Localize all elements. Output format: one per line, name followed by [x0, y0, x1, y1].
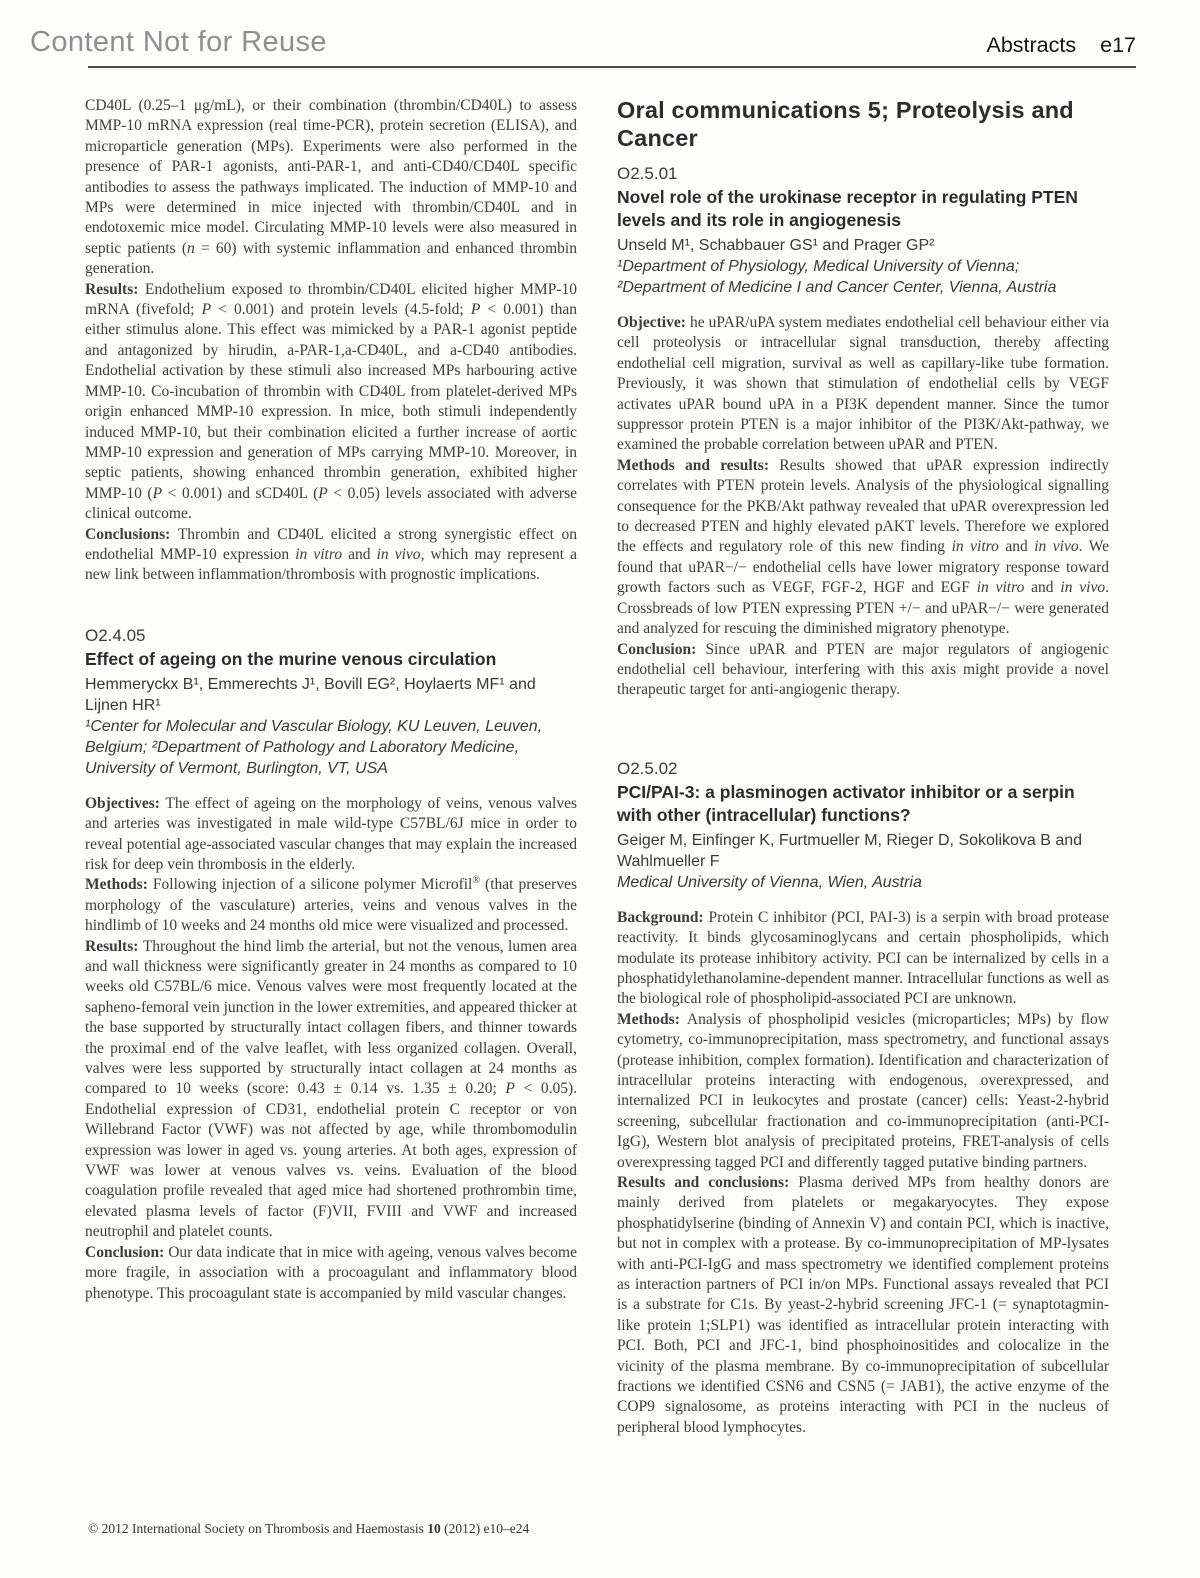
abstract-paragraph-conclusion: Conclusion: Our data indicate that in mice with ageing, venous valves become more fragile, in association with a procoagulant and inflammatory blood phenotype. This procoagulant state is accompanied by mild vascular changes. [85, 1243, 577, 1302]
abstract-title: Effect of ageing on the murine venous circulation [85, 648, 497, 669]
abstract-paragraph-methods: Methods: Analysis of phospholipid vesicles (microparticles; MPs) by flow cytometry, co-immunoprecipitation, mass spectrometry, and functional assays (protease inhibition, complex formation). Identification and characterization of intracellular proteins interacting with endogenous, overexpressed, and internalized PCI in leukocytes and prostate (cancer) cells: Yeast-2-hybrid screening, subcellular fractionation and co-immunoprecipitation (anti-PCI-IgG), Western blot analysis of precipitated proteins, FRET-analysis of cells overexpressing tagged PCI and differently tagged putative binding partners. [617, 1010, 1110, 1171]
page-number: e17 [1100, 33, 1136, 57]
abstract-paragraph-methods-results: Methods and results: Results showed that uPAR expression indirectly correlates with PTEN protein levels. Analysis of the physiological signalling consequence for the PKB/Akt pathway revealed that uPAR overexpression led to decreased PTEN and highly elevated pAKT levels. Therefore we explored the effects and regulatory role of this new finding in vitro and in vivo. We found that uPAR−/− endothelial cells have lower migratory response toward growth factors such as VEGF, FGF-2, HGF and EGF in vitro and in vivo. Crossbreads of low PTEN expressing PTEN +/− and uPAR−/− were generated and analyzed for rescuing the diminished migratory phenotype. [617, 456, 1109, 638]
running-head [987, 33, 1137, 58]
author-line: Unseld M¹, Schabbauer GS¹ and Prager GP² [617, 237, 935, 254]
left-column [85, 96, 577, 1438]
abstract-id: O2.5.01 [617, 164, 678, 183]
abstract-body [617, 908, 1109, 1439]
abstract-paragraph-methods: Methods: Following injection of a silicone polymer Microfil® (that preserves morphology of the vasculature) arteries, veins and venous valves in the hindlimb of 10 weeks and 24 months old mice were visualized and processed. [85, 875, 578, 935]
content-columns [85, 96, 1109, 1438]
author-line: Geiger M, Einfinger K, Furtmueller M, Rieger D, Sokolikova B and Wahlmueller F [617, 831, 1083, 870]
abstract-O2-5-02 [617, 757, 1109, 1439]
abstract-paragraph-background: Background: Protein C inhibitor (PCI, PAI-3) is a serpin with broad protease reactivity. It binds glycosaminoglycans and certain phospholipids, which modulate its protease inhibitory activity. PCI can be internalized by cells in a phosphatidylethanolamine-dependent manner. Intracellular functions as well as the biological role of phospholipid-associated PCI are unknown. [617, 908, 1109, 1008]
abstract-paragraph-results: Results: Endothelium exposed to thrombin/CD40L elicited higher MMP-10 mRNA (fivefold; P < 0.001) and protein levels (4.5-fold; P < 0.001) than either stimulus alone. This effect was mimicked by a PAR-1 agonist peptide and antagonized by hirudin, a-PAR-1,a-CD40L, and a-CD40 antibodies. Endothelial activation by these stimuli also increased MPs harbouring active MMP-10. Co-incubation of thrombin with CD40L from platelet-derived MPs origin enhanced MMP-10 expression. In mice, both stimuli independently induced MMP-10, but their combination elicited a further increase of aortic MMP-10 expression and generation of MPs carrying MMP-10. Moreover, in septic patients, showing enhanced thrombin generation, exhibited higher MMP-10 (P < 0.001) and sCD40L (P < 0.05) levels associated with adverse clinical outcome. [85, 280, 577, 523]
abstract-paragraph-objectives: Objectives: The effect of ageing on the morphology of veins, venous valves and arteries was investigated in male wild-type C57BL/6J mice in order to reveal potential age-associated vascular changes that may explain the increased risk for deep vein thrombosis in the elderly. [85, 794, 578, 873]
abstract-paragraph-conclusion: Conclusion: Since uPAR and PTEN are major regulators of angiogenic endothelial cell behaviour, interfering with this axis might provide a novel therapeutic target for anti-angiogenic therapy. [617, 640, 1109, 699]
abstract-body [85, 794, 577, 1304]
session-heading: Oral communications 5; Proteolysis and Cancer [617, 97, 1074, 151]
abstract-O2-5-01 [617, 162, 1109, 701]
abstract-paragraph-results: Results: Throughout the hind limb the arterial, but not the venous, lumen area and wall thickness were significantly greater in 24 months as compared to 10 weeks old C57BL/6 mice. Venous valves were most frequently located at the sapheno-femoral vein junction in the lower extremities, and appeared thicker at the base supported by structurally intact collagen fibers, and thinner towards the proximal end of the valve leaflet, with less organized collagen. Overall, valves were less supported by structurally intact collagen at 24 months as compared to 10 weeks (score: 0.43 ± 0.14 vs. 1.35 ± 0.20; P < 0.05). Endothelial expression of CD31, endothelial protein C receptor or von Willebrand Factor (VWF) was not affected by age, while thrombomodulin expression was lower in aged vs. young arteries. At both ages, expression of VWF was lower at venous valves vs. veins. Evaluation of the blood coagulation profile revealed that aged mice had shortened prothrombin time, elevated plasma levels of factor (F)VII, FVIII and VWF and increased neutrophil and platelet counts. [85, 937, 578, 1241]
affiliation-line: ¹Department of Physiology, Medical University of Vienna; ²Department of Medicine I and Cancer Center, Vienna, Austria [617, 258, 1057, 296]
abstract-body [617, 313, 1109, 701]
affiliation-line: Medical University of Vienna, Wien, Austria [617, 873, 922, 891]
abstract-O2-4-05 [85, 624, 577, 1304]
abstract-title: Novel role of the urokinase receptor in regulating PTEN levels and its role in angiogenesis [617, 187, 1078, 230]
abstract-paragraph-continuation: CD40L (0.25–1 μg/mL), or their combination (thrombin/CD40L) to assess MMP-10 mRNA expression (real time-PCR), protein secretion (ELISA), and microparticle generation (MPs). Experiments were also performed in the presence of PAR-1 agonists, anti-PAR-1, and anti-CD40/CD40L specific antibodies to assess the pathways implicated. The induction of MMP-10 and MPs were determined in mice injected with thrombin/CD40L and in endotoxemic mice model. Circulating MMP-10 levels were also measured in septic patients (n = 60) with systemic inflammation and enhanced thrombin generation. [85, 97, 577, 278]
affiliation-line: ¹Center for Molecular and Vascular Biology, KU Leuven, Leuven, Belgium; ²Department of Pathology and Laboratory Medicine, University of Vermont, Burlington, VT, USA [85, 717, 543, 777]
abstract-paragraph-results-conclusions: Results and conclusions: Plasma derived MPs from healthy donors are mainly derived from platelets or megakaryocytes. They expose phosphatidylserine (binding of Annexin V) and contain PCI, which is inactive, but not in complex with a protease. By co-immunoprecipitation of MP-lysates with anti-PCI-IgG and mass spectrometry we identified complement proteins as interaction partners of PCI in/on MPs. Functional assays revealed that PCI is a substrate for C1s. By yeast-2-hybrid screening JFC-1 (= synaptotagmin-like protein 1;SLP1) was identified as intracellular protein interacting with PCI. Both, PCI and JFC-1, bind phosphoinositides and colocalize in the vicinity of the plasma membrane. By co-immunoprecipitation of subcellular fractions we identified CSN6 and CSN5 (= JAB1), the active enzyme of the COP9 signalosome, as proteins interacting with PCI in the nucleus of peripheral blood lymphocytes. [617, 1174, 1109, 1436]
abstract-paragraph-objective: Objective: he uPAR/uPA system mediates endothelial cell behaviour either via cell proteolysis or intracellular signal transduction, thereby affecting endothelial cell migration, survival as well as capillary-like tube formation. Previously, it was shown that stimulation of endothelial cells by VEGF activates uPAR bound uPA in a PI3K dependent manner. Since the tumor suppressor protein PTEN is a major inhibitor of the PI3K/Akt-pathway, we examined the probable correlation between uPAR and PTEN. [617, 314, 1109, 454]
header-rule [88, 66, 1136, 68]
abstract-id: O2.4.05 [85, 625, 146, 645]
running-head-title: Abstracts [986, 33, 1077, 57]
right-column [617, 96, 1109, 1438]
watermark-text: Content Not for Reuse [30, 26, 327, 58]
footer-citation: © 2012 International Society on Thrombosis and Haemostasis 10 (2012) e10–e24 [88, 1521, 530, 1536]
abstract-title: PCI/PAI-3: a plasminogen activator inhibitor or a serpin with other (intracellular) functions? [617, 781, 1075, 825]
abstract-paragraph-conclusions: Conclusions: Thrombin and CD40L elicited a strong synergistic effect on endothelial MMP-10 expression in vitro and in vivo, which may represent a new link between inflammation/thrombosis with prognostic implications. [85, 525, 577, 584]
abstract-id: O2.5.02 [617, 758, 678, 778]
author-line: Hemmeryckx B¹, Emmerechts J¹, Bovill EG², Hoylaerts MF¹ and Lijnen HR¹ [85, 675, 536, 714]
